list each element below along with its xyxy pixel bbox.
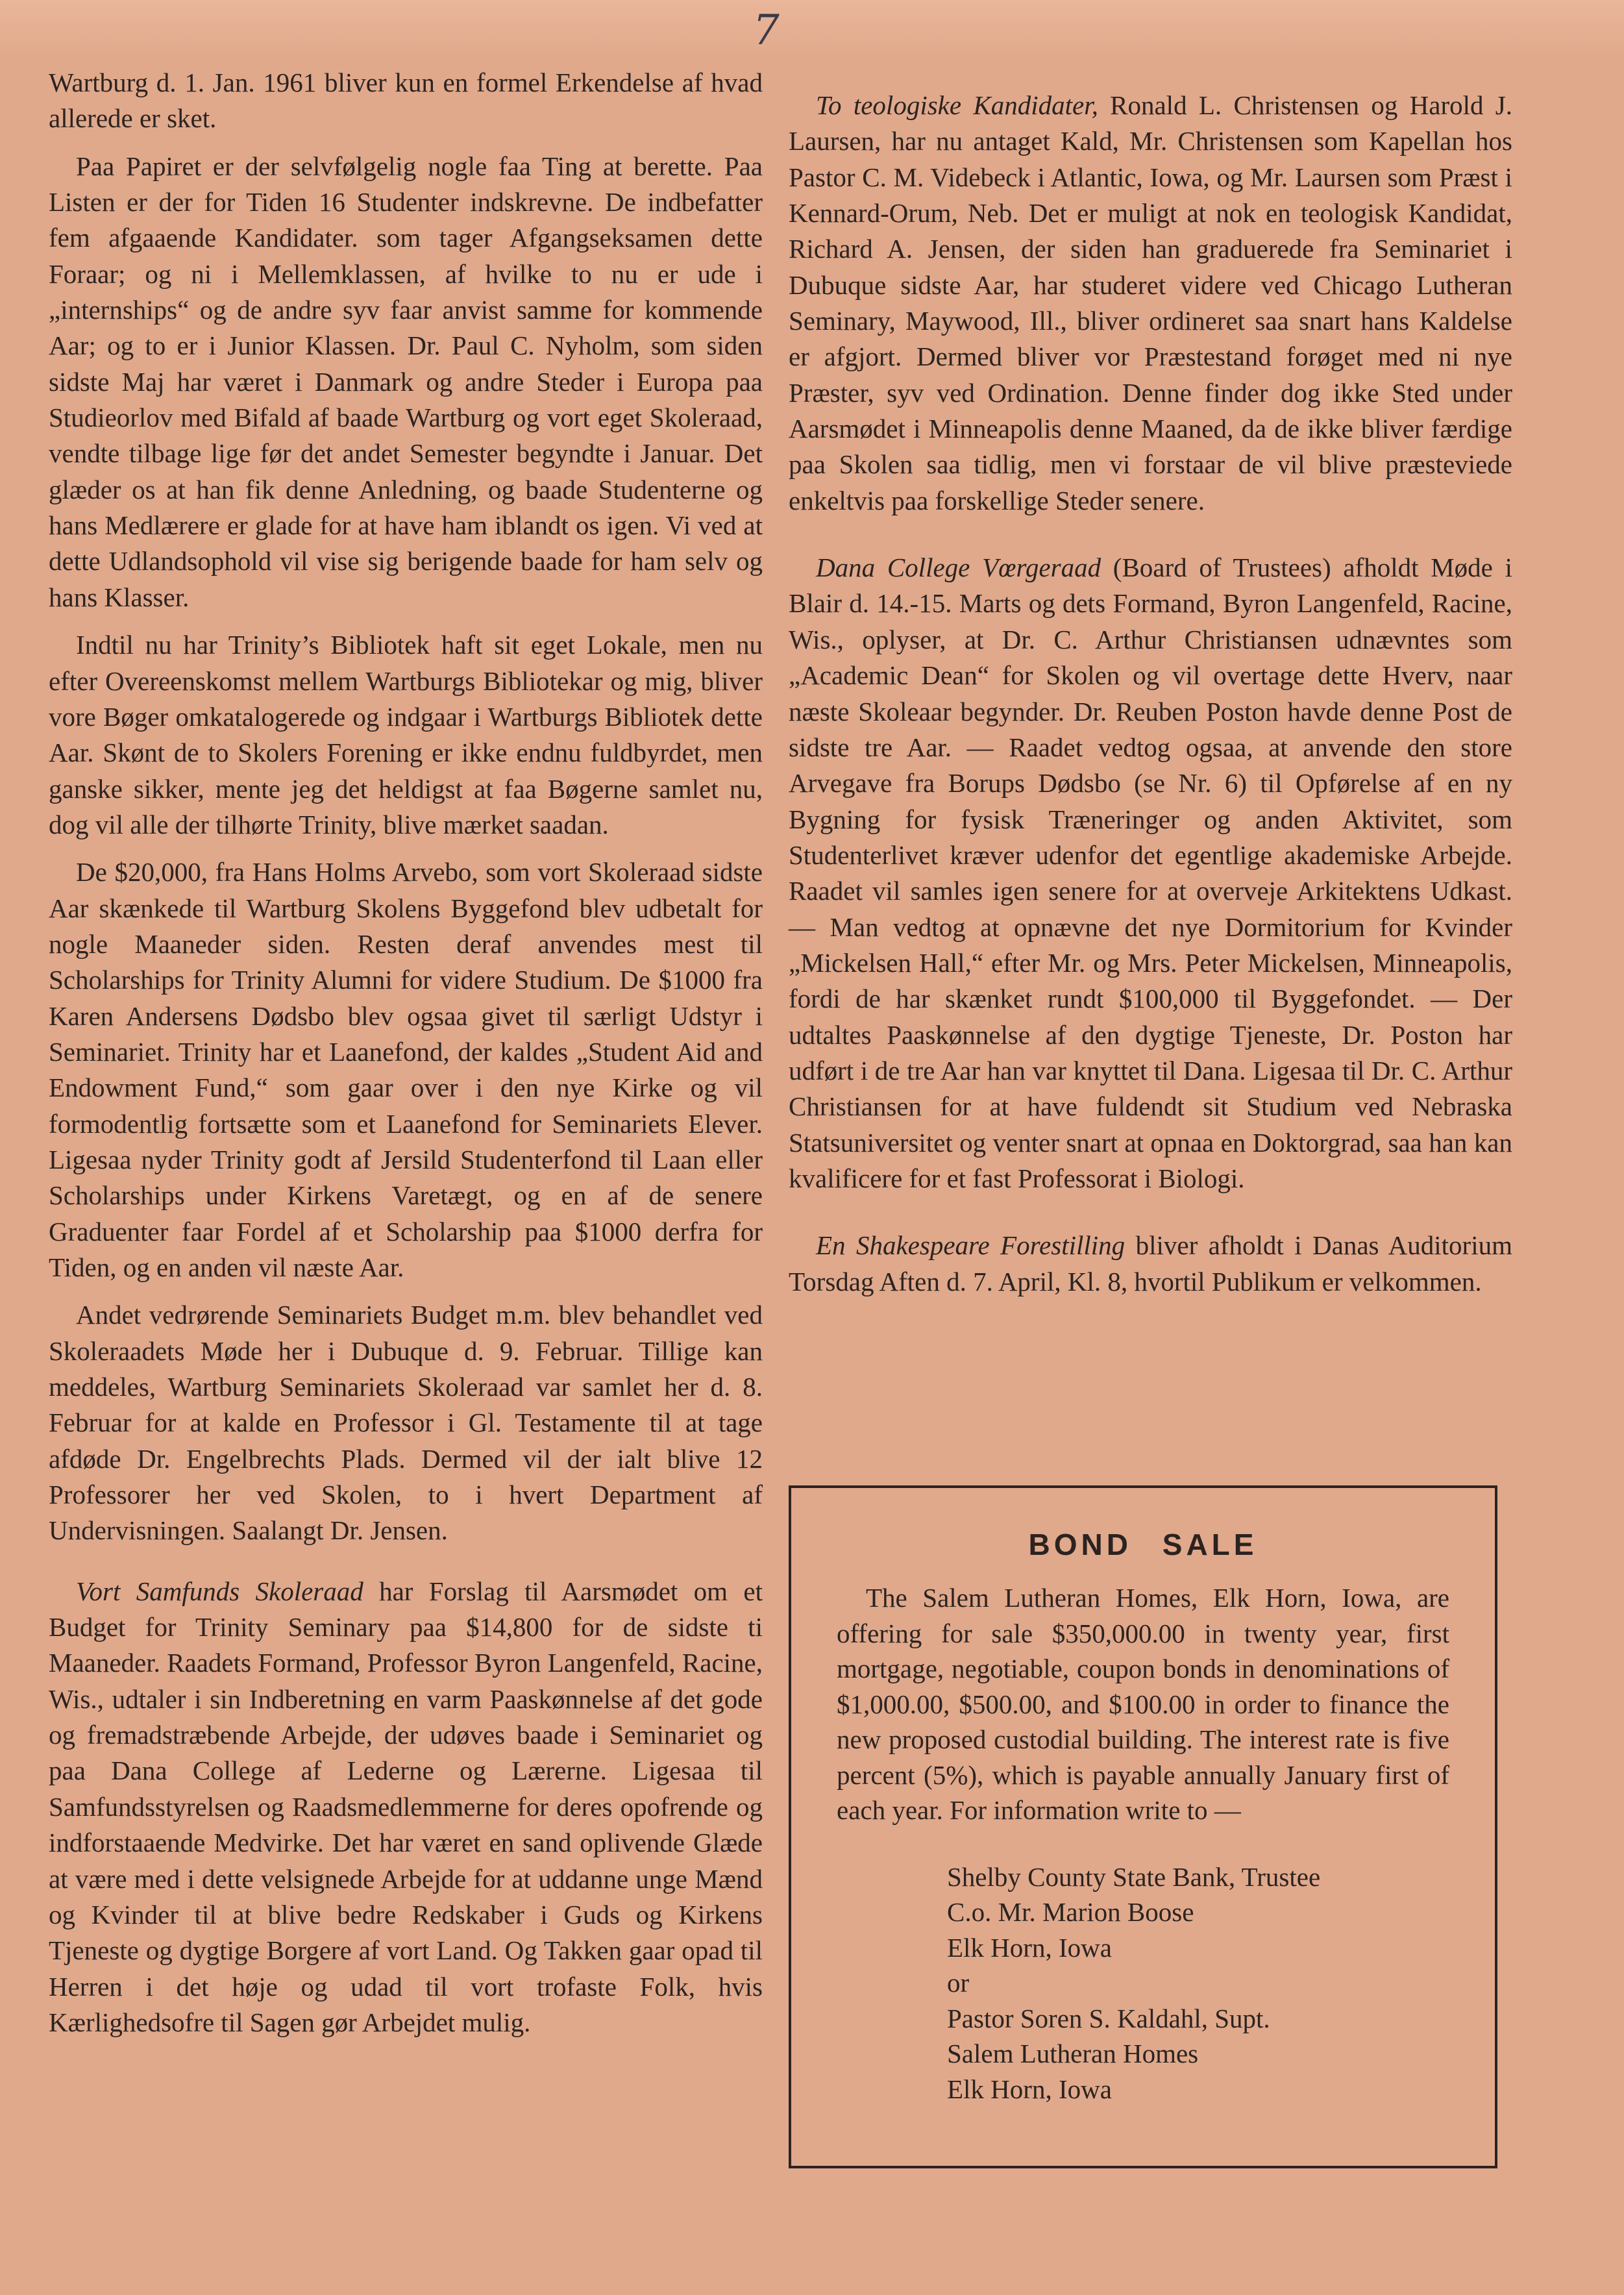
paragraph-candidates (789, 88, 1512, 519)
paragraph-text: bliver afholdt i Danas Auditorium Torsdag Aften d. 7. April, Kl. 8, hvortil Publikum er velkommen. (789, 1230, 1512, 1296)
contact-line: Shelby County State Bank, Trustee (947, 1861, 1321, 1892)
paragraph-funds: De $20,000, fra Hans Holms Arvebo, som vort Skoleraad sidste Aar skænkede til Wartburg Skolens Byggefond blev udbetalt for nogle Maaneder siden. Resten deraf anvendes mest til Scholarships for Trinity Alumni for videre Studium. De $1000 fra Karen Andersens Dødsbo blev ogsaa givet til særligt Udstyr i Seminariet. Trinity har et Laanefond, der kaldes „Student Aid and Endowment Fund,“ som gaar over i den nye Kirke og vil formodentlig fortsætte som et Laanefond for Seminariets Elever. Ligesaa nyder Trinity godt af Jersild Studenterfond til Laan eller Scholarships under Kirkens Varetægt, og en af de senere Graduenter faar Fordel af et Scholarship paa $1000 derfra for Tiden, og en anden vil næste Aar. (49, 857, 763, 1282)
bond-sale-contacts (947, 1859, 1456, 2107)
paragraph-dana-trustees (789, 550, 1512, 1197)
paragraph-text: Ronald L. Christensen og Harold J. Laursen, har nu antaget Kald, Mr. Christensen som Kapellan hos Pastor C. M. Videbeck i Atlantic, Iowa, og Mr. Laursen som Præst i Kennard-Orum, Neb. Det er muligt at nok en teologisk Kandidat, Richard A. Jensen, der siden han graduerede fra Seminariet i Dubuque sidste Aar, har studeret videre ved Chicago Lutheran Seminary, Maywood, Ill., bliver ordineret saa snart hans Kaldelse er afgjort. Dermed bliver vor Præstestand forøget med ni nye Præster, syv ved Ordination. Denne finder dog ikke Sted under Aarsmødet i Minneapolis denne Maaned, da de ikke bliver færdige paa Skolen saa tidlig, men vi forstaar de vil blive præsteviede enkeltvis paa forskellige Steder senere. (789, 90, 1512, 515)
paragraph-lead: To teologiske Kandidater, (816, 90, 1098, 120)
paragraph-lead: Vort Samfunds Skoleraad (76, 1576, 363, 1606)
paragraph-school-board (49, 1574, 763, 2041)
page-top-edge (0, 0, 1624, 58)
right-column (789, 88, 1512, 1311)
paragraph-text: har Forslag til Aarsmødet om et Budget for Trinity Seminary paa $14,800 for de sidste ti Maaneder. Raadets Formand, Professor Byron Langenfeld, Racine, Wis., udtaler i sin Indberetning en varm Paaskønnelse af det gode og fremadstræbende Arbejde, der udøves baade i Seminariet og paa Dana College af Lederne og Lærerne. Ligesaa til Samfundsstyrelsen og Raadsmedlemmerne for deres opofrende og indforstaaende Medvirke. Det har været en sand oplivende Glæde at være med i dette velsignede Arbejde for at uddanne unge Mænd og Kvinder til at blive bedre Redskaber i Guds og Kirkens Tjeneste og dygtige Borgere af vort Land. Og Takken gaar opad til Herren i det høje og udad til vort trofaste Folk, hvis Kærlighedsofre til Sagen gør Arbejdet mulig. (49, 1576, 763, 2037)
paragraph-library: Indtil nu har Trinity’s Bibliotek haft sit eget Lokale, men nu efter Overeenskomst mellem Wartburgs Bibliotekar og mig, bliver vore Bøger omkatalogerede og indgaar i Wartburgs Bibliotek dette Aar. Skønt de to Skolers Forening er ikke endnu fuldbyrdet, men ganske sikker, mente jeg det heldigst at faa Bøgerne samlet nu, dog vil alle der tilhørte Trinity, blive mærket saadan. (49, 630, 763, 839)
contact-line: Salem Lutheran Homes (947, 2039, 1199, 2069)
paragraph-students: Paa Papiret er der selvfølgelig nogle faa Ting at berette. Paa Listen er der for Tiden 16 Studenter indskrevne. De indbefatter fem afgaaende Kandidater. som tager Afgangseksamen dette Foraar; og ni i Mellemklassen, af hvilke to nu er ude i „internships“ og de andre syv faar anvist samme for kommende Aar; og to er i Junior Klassen. Dr. Paul C. Nyholm, som siden sidste Maj har været i Danmark og andre Steder i Europa paa Studieorlov med Bifald af baade Wartburg og vort eget Skoleraad, vendte tilbage lige før det andet Semester begyndte i Januar. Det glæder os at han fik denne Anledning, og baade Studenterne og hans Medlærere er glade for at have ham iblandt os igen. Vi ved at dette Udlandsophold vil vise sig berigende baade for ham selv og hans Klasser. (49, 151, 763, 612)
paragraph-text: (Board of Trustees) afholdt Møde i Blair d. 14.-15. Marts og dets Formand, Byron Langenfeld, Racine, Wis., oplyser, at Dr. C. Arthur Christiansen udnævntes som „Academic Dean“ for Skolen og vil overtage dette Hverv, naar næste Skoleaar begynder. Dr. Reuben Poston havde denne Post de sidste tre Aar. — Raadet vedtog ogsaa, at anvende den store Arvegave fra Borups Dødsbo (se Nr. 6) til Opførelse af en ny Bygning for fysisk Træneringer og anden Aktivitet, som Studenterlivet kræver udenfor det egentlige akademiske Arbejde. Raadet vil samles igen senere for at overveje Arkitektens Udkast. — Man vedtog at opnævne det nye Dormitorium for Kvinder „Mickelsen Hall,“ efter Mr. og Mrs. Peter Mickelsen, Minneapolis, fordi de har skænket rundt $100,000 til Byggefondet. — Der udtaltes Paaskønnelse af den dygtige Tjeneste, Dr. Poston har udført i de tre Aar han var knyttet til Dana. Ligesaa til Dr. C. Arthur Christiansen for at have fuldendt sit Studium ved Nebraska Statsuniversitet og venter snart at opnaa en Doktorgrad, saa han kan kvalificere for et fast Professorat i Biologi. (789, 552, 1512, 1193)
handwritten-page-mark: 7 (753, 6, 780, 55)
paragraph-budget: Andet vedrørende Seminariets Budget m.m. blev behandlet ved Skoleraadets Møde her i Dubuque d. 9. Februar. Tillige kan meddeles, Wartburg Seminariets Skoleraad var samlet her d. 8. Februar for at kalde en Professor i Gl. Testamente til at tage afdøde Dr. Engelbrechts Plads. Dermed vil der ialt blive 12 Professorer her ved Skolen, to i hvert Department af Undervisningen. Saalangt Dr. Jensen. (49, 1300, 763, 1546)
left-column (49, 65, 763, 2052)
contact-line: Pastor Soren S. Kaldahl, Supt. (947, 2003, 1270, 2033)
bond-sale-body: The Salem Lutheran Homes, Elk Horn, Iowa, are offering for sale $350,000.00 in twenty year, first mortgage, negotiable, coupon bonds in denominations of $1,000.00, $500.00, and $100.00 in order to finance the new proposed custodial building. The interest rate is five percent (5%), which is payable annually January first of each year. For information write to — (837, 1583, 1449, 1826)
contact-or: or (947, 1968, 970, 1998)
paragraph-shakespeare (789, 1228, 1512, 1300)
bond-sale-title: BOND SALE (1028, 1528, 1258, 1561)
contact-line: C.o. Mr. Marion Boose (947, 1897, 1194, 1928)
bond-sale-advertisement (789, 1485, 1497, 2168)
paragraph-lead: En Shakespeare Forestilling (816, 1230, 1126, 1261)
contact-line: Elk Horn, Iowa (947, 1932, 1112, 1963)
paragraph-wartburg-intro: Wartburg d. 1. Jan. 1961 bliver kun en formel Erkendelse af hvad allerede er sket. (49, 68, 763, 134)
paragraph-lead: Dana College Vœrgeraad (816, 552, 1101, 583)
contact-line: Elk Horn, Iowa (947, 2074, 1112, 2104)
